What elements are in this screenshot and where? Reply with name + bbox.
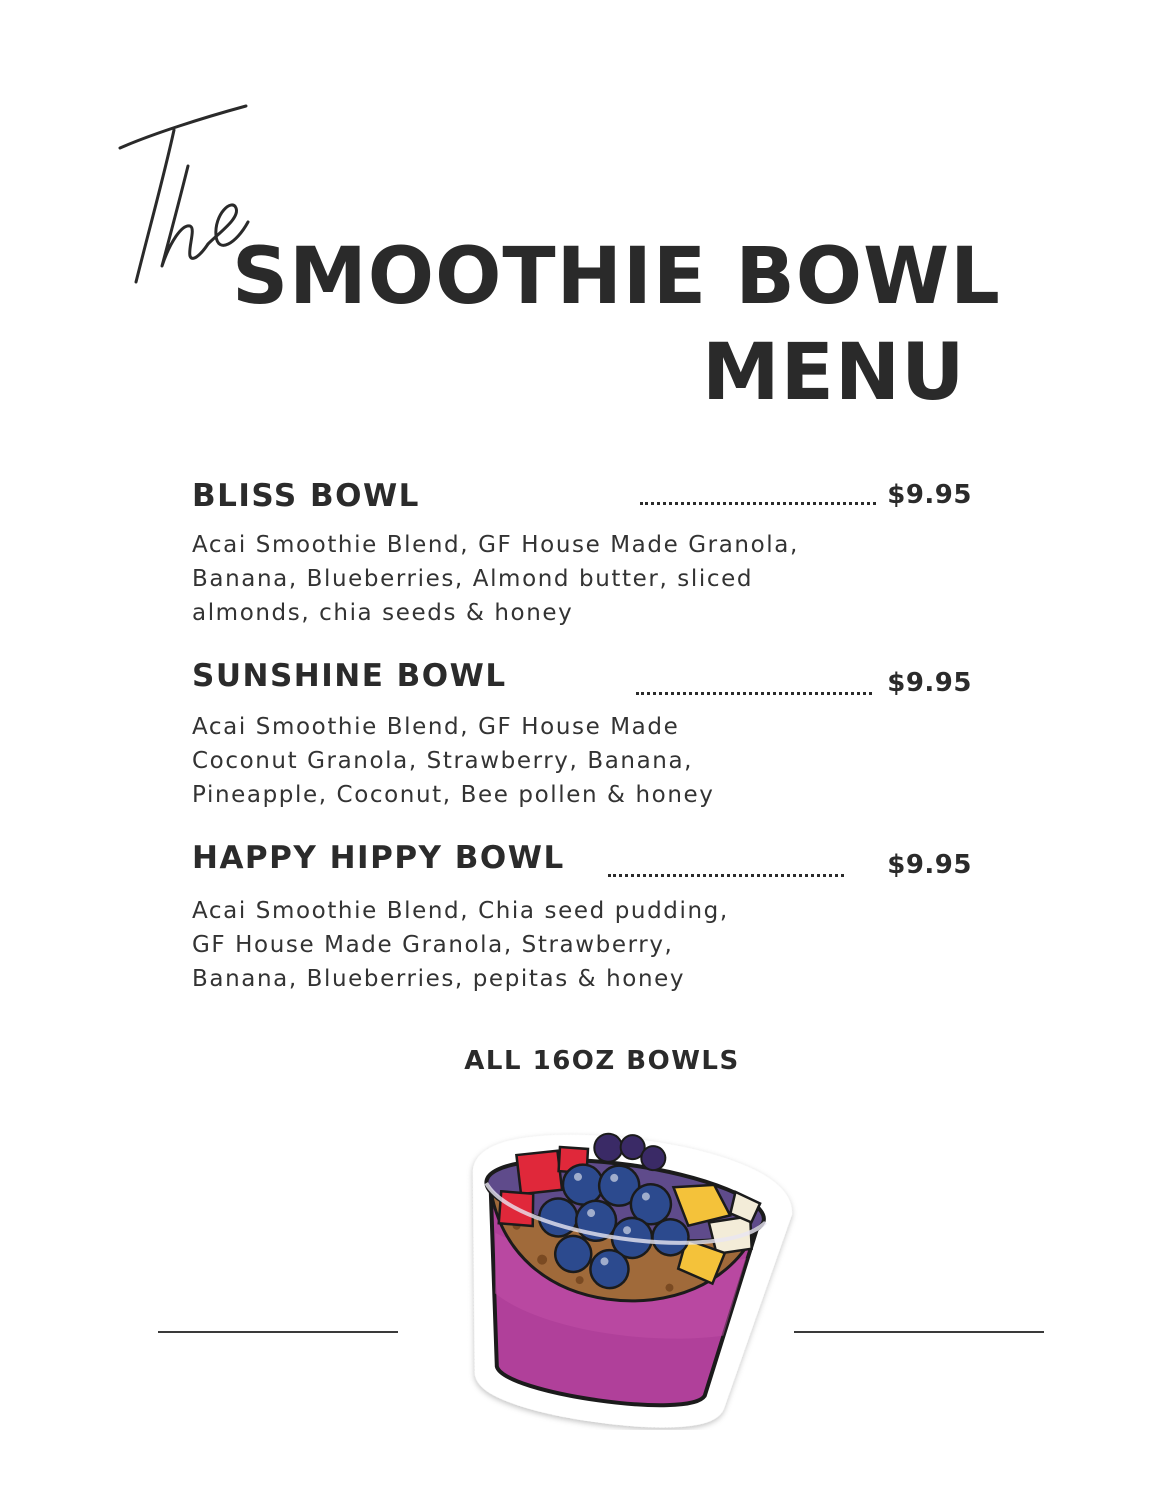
item-name: HAPPY HIPPY BOWL: [192, 840, 565, 876]
description-line: Acai Smoothie Blend, GF House Made Granola,: [192, 532, 799, 558]
item-price: $9.95: [887, 480, 972, 510]
divider-line-right: [794, 1331, 1044, 1333]
description-line: Coconut Granola, Strawberry, Banana,: [192, 748, 694, 774]
item-name: SUNSHINE BOWL: [192, 658, 507, 694]
menu-item-happy-hippy-bowl: [192, 840, 972, 1000]
price-leader-dots: [608, 874, 844, 877]
item-description: [192, 528, 892, 630]
title-menu: MENU: [702, 328, 966, 418]
price-leader-dots: [636, 692, 872, 695]
description-line: Acai Smoothie Blend, Chia seed pudding,: [192, 898, 729, 924]
item-price: $9.95: [887, 850, 972, 880]
item-description: [192, 710, 892, 812]
item-description: [192, 894, 892, 996]
menu-item-bliss-bowl: [192, 478, 972, 638]
title-smoothie-bowl: SMOOTHIE BOWL: [232, 232, 1001, 322]
description-line: GF House Made Granola, Strawberry,: [192, 932, 674, 958]
description-line: Banana, Blueberries, Almond butter, sliced: [192, 566, 754, 592]
item-name: BLISS BOWL: [192, 478, 420, 514]
menu-item-sunshine-bowl: [192, 658, 972, 818]
smoothie-bowl-illustration-icon: [430, 1120, 800, 1430]
description-line: Pineapple, Coconut, Bee pollen & honey: [192, 782, 715, 808]
description-line: almonds, chia seeds & honey: [192, 600, 574, 626]
description-line: Acai Smoothie Blend, GF House Made: [192, 714, 680, 740]
divider-line-left: [158, 1331, 398, 1333]
description-line: Banana, Blueberries, pepitas & honey: [192, 966, 686, 992]
bowl-size-note: ALL 16OZ BOWLS: [464, 1046, 740, 1076]
item-price: $9.95: [887, 668, 972, 698]
price-leader-dots: [640, 502, 876, 505]
